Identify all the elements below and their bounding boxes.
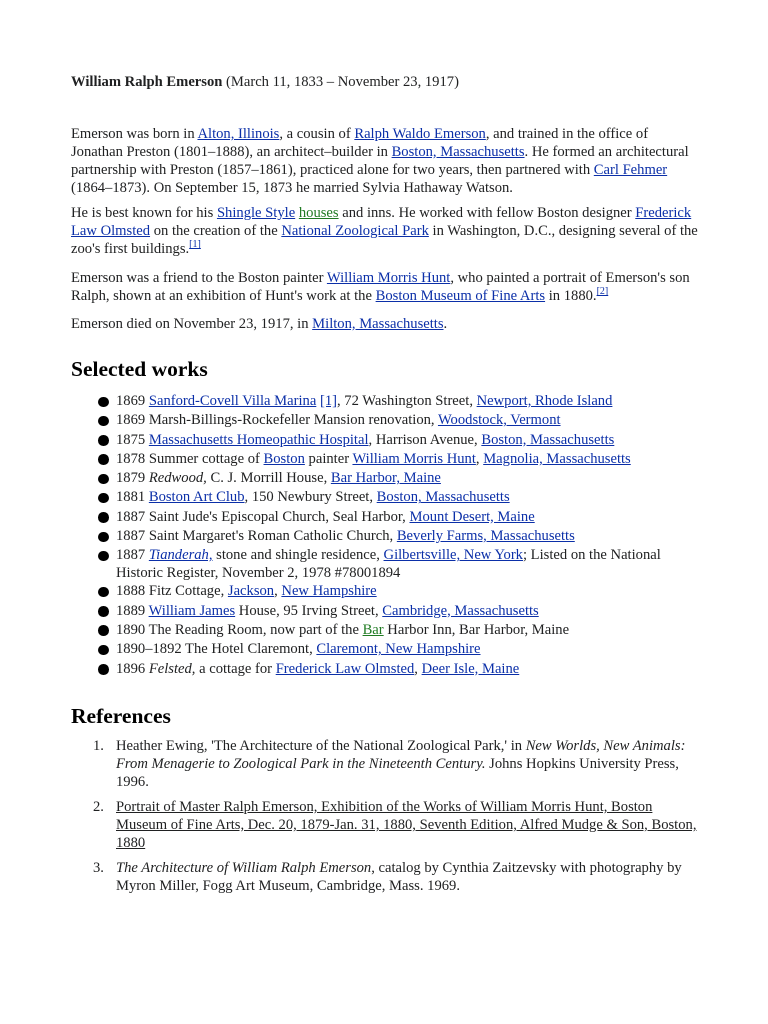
link-sanford-covell-villa[interactable]: Sanford-Covell Villa Marina xyxy=(148,393,317,409)
reference-number: 1. xyxy=(93,738,104,754)
text: He is best known for his xyxy=(71,205,217,221)
text: , 72 Washington Street, xyxy=(337,393,477,409)
text: 1869 Marsh-Billings-Rockefeller Mansion renovation, xyxy=(116,412,438,429)
link-homeopathic-hospital[interactable]: Massachusetts Homeopathic Hospital xyxy=(148,431,369,448)
text: C. J. Morrill House, xyxy=(206,470,331,487)
text: painter xyxy=(304,450,353,467)
text: , Harrison Avenue, xyxy=(368,431,482,448)
link-milton-massachusetts[interactable]: Milton, Massachusetts xyxy=(312,316,444,332)
link-tianderah[interactable]: Tianderah, xyxy=(148,547,213,564)
link-claremont[interactable]: Claremont, New Hampshire xyxy=(316,641,481,658)
heading-references: References xyxy=(71,704,171,728)
list-item xyxy=(71,546,699,582)
text: Emerson was a friend to the Boston painter xyxy=(71,270,327,286)
subject-name: William Ralph Emerson xyxy=(71,74,223,90)
text: 1878 Summer cottage of xyxy=(116,450,264,467)
link-houses[interactable]: houses xyxy=(298,205,339,221)
link-carl-fehmer[interactable]: Carl Fehmer xyxy=(593,162,668,178)
bullet-icon xyxy=(98,454,109,465)
link-magnolia[interactable]: Magnolia, Massachusetts xyxy=(483,450,631,467)
link-alton-illinois[interactable]: Alton, Illinois xyxy=(197,126,280,142)
text: in Washington, D.C., designing several of the zoo's first buildings. xyxy=(71,223,698,257)
heading-selected-works: Selected works xyxy=(71,357,208,381)
text: . xyxy=(443,316,448,332)
link-frederick-law-olmsted[interactable]: Frederick Law Olmsted xyxy=(71,205,692,239)
citation-2[interactable]: [2] xyxy=(596,286,609,297)
reference-item xyxy=(71,737,699,791)
link-newport[interactable]: Newport, Rhode Island xyxy=(476,393,613,409)
text: and inns. He worked with fellow Boston designer xyxy=(338,205,636,221)
bullet-icon xyxy=(98,435,109,446)
text: in 1880. xyxy=(545,288,597,304)
bullet-icon xyxy=(98,664,109,675)
link-bar-harbor[interactable]: Bar Harbor, Maine xyxy=(330,470,441,487)
link-national-zoological-park[interactable]: National Zoological Park xyxy=(281,223,429,239)
text: 1888 Fitz Cottage, xyxy=(116,583,228,600)
link-frederick-law-olmsted[interactable]: Frederick Law Olmsted xyxy=(275,660,415,677)
text: , 150 Newbury Street, xyxy=(244,489,377,506)
list-item xyxy=(71,621,699,640)
bullet-icon xyxy=(98,606,109,617)
list-item xyxy=(71,392,699,411)
link-woodstock[interactable]: Woodstock, Vermont xyxy=(437,412,561,429)
bullet-icon xyxy=(98,645,109,656)
link-boston-massachusetts[interactable]: Boston, Massachusetts xyxy=(481,431,615,448)
link-shingle-style[interactable]: Shingle Style xyxy=(216,205,296,221)
external-link-1[interactable]: [1] xyxy=(319,393,337,409)
text: , a cousin of xyxy=(279,126,355,142)
bullet-icon xyxy=(98,416,109,427)
bullet-icon xyxy=(98,512,109,523)
text: stone and shingle residence, xyxy=(212,547,384,564)
italic-title: New Worlds, New Animals: From Menagerie to Zoological Park in the Nineteenth Century. xyxy=(116,738,686,772)
text: Heather Ewing, 'The Architecture of the National Zoological Park,' in xyxy=(116,738,526,754)
list-item xyxy=(71,582,699,601)
bullet-icon xyxy=(98,493,109,504)
bullet-icon xyxy=(98,587,109,598)
link-boston-massachusetts[interactable]: Boston, Massachusetts xyxy=(376,489,510,506)
selected-works-list xyxy=(71,392,699,679)
link-beverly-farms[interactable]: Beverly Farms, Massachusetts xyxy=(396,528,575,545)
list-item xyxy=(71,469,699,488)
intro-line xyxy=(71,73,711,91)
text: 1889 xyxy=(116,602,149,619)
link-bar[interactable]: Bar xyxy=(362,621,384,638)
reference-item xyxy=(71,798,699,852)
paragraph-death xyxy=(71,315,699,333)
text: , and trained in the office of Jonathan Preston (1801–1888), an architect–builder in xyxy=(71,126,649,160)
text: 1887 xyxy=(116,547,149,564)
bullet-icon xyxy=(98,532,109,543)
link-jackson[interactable]: Jackson xyxy=(227,583,275,600)
reference-item xyxy=(71,859,699,895)
link-william-james[interactable]: William James xyxy=(148,602,236,619)
text: 1896 xyxy=(116,660,149,677)
text: , xyxy=(274,583,282,600)
text: Harbor Inn, Bar Harbor, Maine xyxy=(383,621,570,638)
link-boston-massachusetts[interactable]: Boston, Massachusetts xyxy=(391,144,525,160)
link-boston[interactable]: Boston xyxy=(263,450,305,467)
text: 1887 Saint Margaret's Roman Catholic Church, xyxy=(116,528,397,545)
bullet-icon xyxy=(98,397,109,408)
bullet-icon xyxy=(98,625,109,636)
italic-title: Redwood, xyxy=(148,470,207,487)
list-item xyxy=(71,450,699,469)
text: ; Listed on the National Historic Register, November 2, 1978 #78001894 xyxy=(116,547,661,582)
text: 1881 xyxy=(116,489,149,506)
list-item xyxy=(71,640,699,659)
references-list xyxy=(71,737,699,902)
text: (1864–1873). On September 15, 1873 he married Sylvia Hathaway Watson. xyxy=(71,180,513,196)
text: Emerson was born in xyxy=(71,126,198,142)
text: Johns Hopkins University Press, 1996. xyxy=(116,756,679,790)
link-ralph-waldo-emerson[interactable]: Ralph Waldo Emerson xyxy=(354,126,486,142)
list-item xyxy=(71,488,699,507)
link-new-hampshire[interactable]: New Hampshire xyxy=(281,583,377,600)
text: 1887 Saint Jude's Episcopal Church, Seal Harbor, xyxy=(116,508,410,525)
reference-number: 2. xyxy=(93,799,104,815)
list-item xyxy=(71,660,699,679)
bullet-icon xyxy=(98,474,109,485)
list-item xyxy=(71,508,699,527)
link-mount-desert[interactable]: Mount Desert, Maine xyxy=(409,508,535,525)
text: . He formed an architectural partnership with Preston (1857–1861), practiced alone for two years, then partnered with xyxy=(71,144,689,178)
text: 1875 xyxy=(116,431,149,448)
list-item xyxy=(71,602,699,621)
text: 1890 The Reading Room, now part of the xyxy=(116,621,363,638)
link-boston-art-club[interactable]: Boston Art Club xyxy=(148,489,245,506)
text: on the creation of the xyxy=(150,223,282,239)
citation-1[interactable]: [1] xyxy=(189,239,201,250)
link-boston-museum-of-fine-arts[interactable]: Boston Museum of Fine Arts xyxy=(375,288,546,304)
text: , catalog by Cynthia Zaitzevsky with photography by Myron Miller, Fogg Art Museum, Cambridge, Mass. 1969. xyxy=(116,860,682,894)
list-item xyxy=(71,411,699,430)
link-cambridge[interactable]: Cambridge, Massachusetts xyxy=(382,602,539,619)
link-william-morris-hunt[interactable]: William Morris Hunt xyxy=(326,270,451,286)
text: , who painted a portrait of Emerson's son Ralph, shown at an exhibition of Hunt's work at the xyxy=(71,270,690,304)
paragraph-hunt-portrait xyxy=(71,269,699,305)
text: 1890–1892 The Hotel Claremont, xyxy=(116,641,317,658)
italic-title: Felsted, xyxy=(148,660,196,677)
subject-dates: (March 11, 1833 – November 23, 1917) xyxy=(222,74,459,90)
paragraph-early-life xyxy=(71,125,699,197)
text: 1869 xyxy=(116,393,149,409)
paragraph-known-for xyxy=(71,204,699,258)
text: a cottage for xyxy=(195,660,276,677)
text: , xyxy=(475,450,484,467)
list-item xyxy=(71,527,699,546)
italic-title: The Architecture of William Ralph Emerson xyxy=(116,860,372,876)
text: 1879 xyxy=(116,470,149,487)
link-deer-isle[interactable]: Deer Isle, Maine xyxy=(421,660,520,677)
link-william-morris-hunt[interactable]: William Morris Hunt xyxy=(352,450,476,467)
bullet-icon xyxy=(98,551,109,562)
list-item xyxy=(71,431,699,450)
text: , xyxy=(414,660,422,677)
text: Emerson died on November 23, 1917, in xyxy=(71,316,313,332)
reference-number: 3. xyxy=(93,860,104,876)
link-gilbertsville[interactable]: Gilbertsville, New York xyxy=(383,547,523,564)
text: House, 95 Irving Street, xyxy=(235,602,383,619)
link-portrait-exhibition[interactable]: Portrait of Master Ralph Emerson, Exhibition of the Works of William Morris Hunt, Boston Museum of Fine Arts, Dec. 20, 1879-Jan. 31, 1880, Seventh Edition, Alfred Mudge & Son, Boston, 1880 xyxy=(116,799,697,851)
